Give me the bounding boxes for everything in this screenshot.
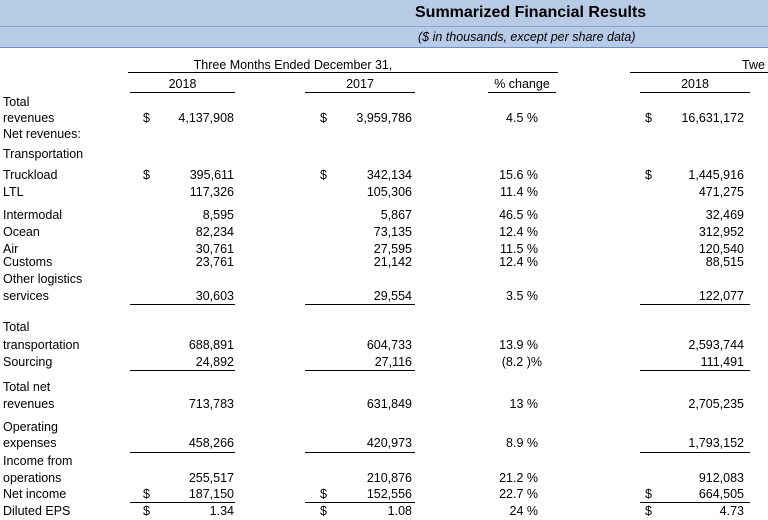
value-q2017: 420,973 [366,436,412,450]
value-q2017: 105,306 [366,185,412,199]
value-q2017: 21,142 [373,255,412,269]
value-q2018: 117,326 [189,185,234,199]
value-pct: 3.5 % [506,289,538,303]
value-y2018: 312,952 [698,225,744,239]
col-underline-2017 [305,92,415,93]
row-label: Operating [3,420,58,434]
dollar-sign: $ [143,111,150,125]
col-header-2018-twelve: 2018 [681,77,709,91]
subtotal-line [305,502,415,503]
value-pct: 21.2 % [499,471,538,485]
subtotal-line [130,502,235,503]
row-label: services [3,289,49,303]
subtotal-line [130,370,235,371]
row-label: Sourcing [3,355,53,369]
value-q2018: 30,603 [195,289,234,303]
row-label: Air [3,242,19,256]
subtotal-line [640,370,750,371]
value-q2018: 187,150 [188,487,234,501]
subtotal-line [640,502,750,503]
value-q2018: 8,595 [202,208,234,222]
value-q2017: 342,134 [366,168,412,182]
header-underline-twelve-months [630,72,768,73]
row-label: revenues [3,397,55,411]
value-q2017: 5,867 [380,208,412,222]
page-title: Summarized Financial Results [415,4,647,21]
value-pct: 8.9 % [506,436,538,450]
col-header-2017: 2017 [346,77,374,91]
subtitle-bar [0,27,768,48]
row-label: expenses [3,436,57,450]
dollar-sign: $ [320,504,327,518]
title-bar [0,0,768,27]
subtotal-line [305,452,415,453]
value-pct: 46.5 % [499,208,538,222]
page-subtitle: ($ in thousands, except per share data) [418,30,636,44]
row-label: Net income [3,487,67,501]
header-twelve-months: Twe [742,58,765,72]
header-three-months: Three Months Ended December 31, [193,58,393,72]
value-q2018: 458,266 [188,436,234,450]
value-q2018: 23,761 [195,255,234,269]
row-label: Net revenues: [3,127,81,141]
value-y2018: 471,275 [698,185,744,199]
value-y2018: 122,077 [698,289,744,303]
value-q2018: 713,783 [188,397,234,411]
row-label: transportation [3,338,80,352]
header-underline-three-months [128,72,558,73]
row-label: Diluted EPS [3,504,71,518]
value-q2017: 27,595 [373,242,412,256]
value-y2018: 2,705,235 [688,397,744,411]
row-label: Total [3,320,30,334]
subtotal-line [640,304,750,305]
col-header-2018: 2018 [168,77,197,91]
row-label: Customs [3,255,53,269]
subtotal-line [640,452,750,453]
value-y2018: 1,445,916 [688,168,744,182]
col-underline-2018-twelve [640,92,750,93]
value-q2017: 210,876 [366,471,412,485]
dollar-sign: $ [143,168,150,182]
dollar-sign: $ [645,111,652,125]
col-underline-pct [488,92,556,93]
value-pct: 12.4 % [499,255,538,269]
value-q2018: 688,891 [188,338,234,352]
value-y2018: 16,631,172 [681,111,744,125]
subtotal-line [130,304,235,305]
value-q2018: 395,611 [189,168,234,182]
value-y2018: 664,505 [698,487,744,501]
value-q2018: 82,234 [195,225,234,239]
value-q2017: 604,733 [366,338,412,352]
value-q2017: 29,554 [373,289,412,303]
value-pct: 24 % [509,504,538,518]
value-q2018: 24,892 [195,355,234,369]
value-q2017: 1.08 [387,504,412,518]
dollar-sign: $ [143,504,150,518]
row-label: Ocean [3,225,40,239]
value-pct: (8.2 )% [501,355,542,369]
value-pct: 4.5 % [506,111,538,125]
subtotal-line [305,370,415,371]
value-y2018: 111,491 [700,355,744,369]
value-q2018: 4,137,908 [178,111,234,125]
row-label: Intermodal [3,208,63,222]
row-label: Total [3,95,30,109]
value-y2018: 88,515 [705,255,744,269]
subtotal-line [305,304,415,305]
row-label: revenues [3,111,55,125]
dollar-sign: $ [143,487,150,501]
row-label: Income from [3,454,73,468]
value-y2018: 912,083 [698,471,744,485]
value-y2018: 2,593,744 [688,338,744,352]
dollar-sign: $ [645,487,652,501]
dollar-sign: $ [320,487,327,501]
value-q2018: 255,517 [188,471,234,485]
row-label: LTL [3,185,24,199]
row-label: Total net [3,380,51,394]
value-q2018: 30,761 [195,242,234,256]
dollar-sign: $ [320,111,327,125]
value-pct: 22.7 % [499,487,538,501]
value-q2018: 1.34 [209,504,234,518]
value-pct: 15.6 % [499,168,538,182]
value-pct: 11.5 % [500,242,538,256]
value-pct: 13 % [509,397,538,411]
value-q2017: 152,556 [366,487,412,501]
row-label: Other logistics [3,272,83,286]
value-y2018: 120,540 [698,242,744,256]
value-y2018: 4.73 [719,504,744,518]
row-label: Transportation [3,147,84,161]
row-label: operations [3,471,62,485]
col-underline-2018 [130,92,235,93]
dollar-sign: $ [645,504,652,518]
subtotal-line [130,452,235,453]
value-y2018: 32,469 [705,208,744,222]
value-pct: 12.4 % [499,225,538,239]
row-label: Truckload [3,168,58,182]
value-pct: 11.4 % [500,185,538,199]
value-q2017: 631,849 [366,397,412,411]
value-q2017: 3,959,786 [356,111,412,125]
value-q2017: 27,116 [374,355,412,369]
dollar-sign: $ [320,168,327,182]
dollar-sign: $ [645,168,652,182]
col-header-pct-change: % change [494,77,550,91]
value-pct: 13.9 % [499,338,538,352]
value-q2017: 73,135 [373,225,412,239]
value-y2018: 1,793,152 [688,436,744,450]
